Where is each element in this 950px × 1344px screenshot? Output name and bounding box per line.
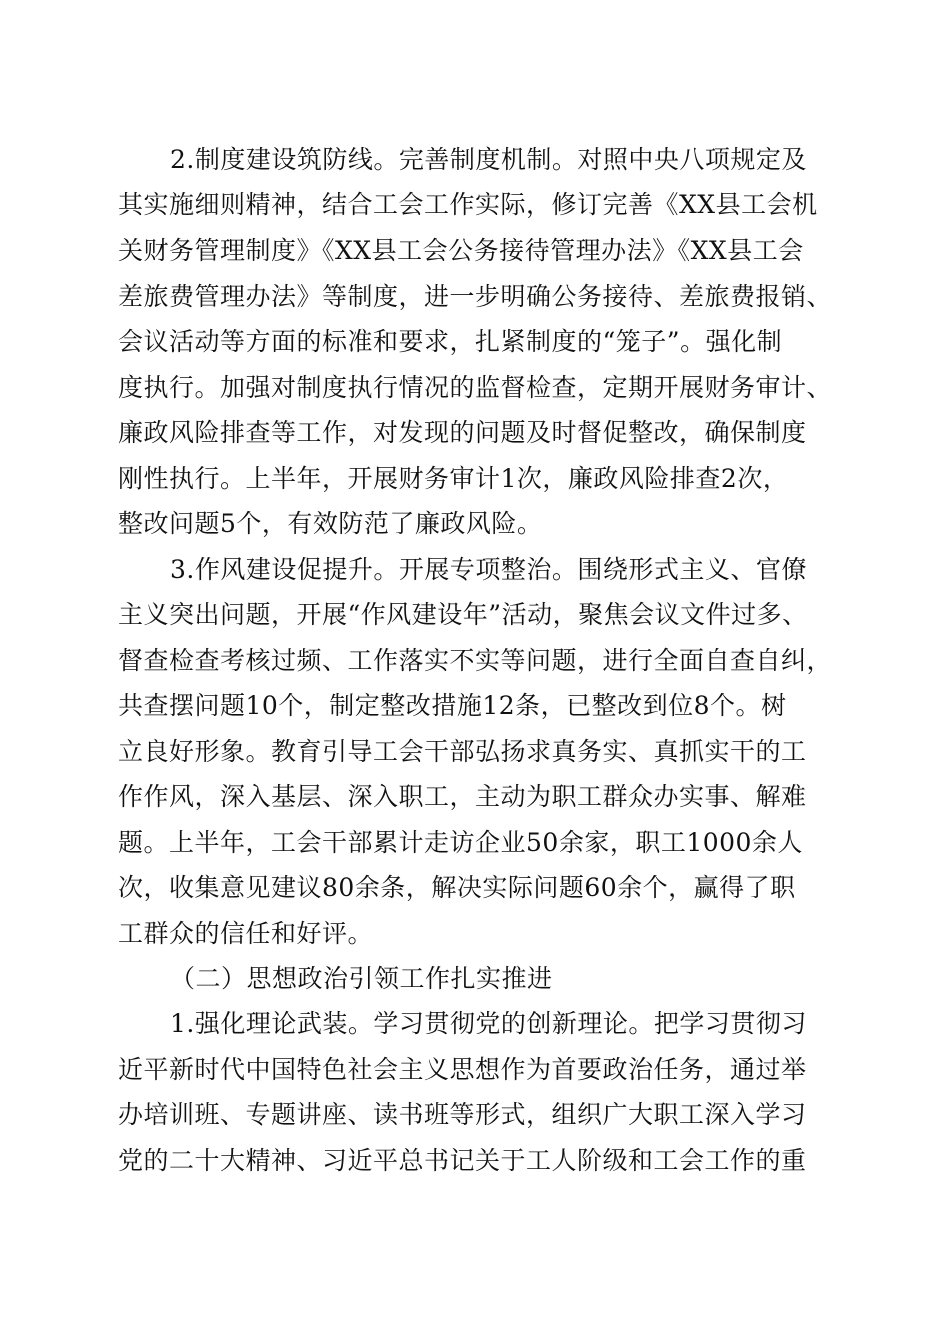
paragraph-line: 作作风，深入基层、深入职工，主动为职工群众办实事、解难 [118,782,807,811]
paragraph-line: 党的二十大精神、习近平总书记关于工人阶级和工会工作的重 [118,1146,807,1175]
paragraph-line: 整改问题5个，有效防范了廉政风险。 [118,509,543,538]
paragraph-line: 2.制度建设筑防线。完善制度机制。对照中央八项规定及 [170,145,807,174]
paragraph-line: 近平新时代中国特色社会主义思想作为首要政治任务，通过举 [118,1055,807,1084]
paragraph-line: 会议活动等方面的标准和要求，扎紧制度的“笼子”。强化制 [118,327,783,356]
paragraph-line: 差旅费管理办法》等制度，进一步明确公务接待、差旅费报销、 [118,282,833,311]
section-heading: （二）思想政治引领工作扎实推进 [170,964,553,993]
paragraph-line: 度执行。加强对制度执行情况的监督检查，定期开展财务审计、 [118,373,833,402]
paragraph-line: 题。上半年，工会干部累计走访企业50余家，职工1000余人 [118,828,803,857]
paragraph-line: 3.作风建设促提升。开展专项整治。围绕形式主义、官僚 [170,555,807,584]
paragraph-line: 次，收集意见建议80余条，解决实际问题60余个，赢得了职 [118,873,796,902]
paragraph-line: 工群众的信任和好评。 [118,919,374,948]
paragraph-line: 其实施细则精神，结合工会工作实际，修订完善《XX县工会机 [118,190,818,219]
paragraph-line: 办培训班、专题讲座、读书班等形式，组织广大职工深入学习 [118,1100,807,1129]
paragraph-line: 主义突出问题，开展“作风建设年”活动，聚焦会议文件过多、 [118,600,808,629]
paragraph-line: 廉政风险排查等工作，对发现的问题及时督促整改，确保制度 [118,418,807,447]
paragraph-line: 立良好形象。教育引导工会干部弘扬求真务实、真抓实干的工 [118,737,807,766]
paragraph-line: 刚性执行。上半年，开展财务审计1次，廉政风险排查2次， [118,464,789,493]
paragraph-line: 督查检查考核过频、工作落实不实等问题，进行全面自查自纠， [118,646,833,675]
paragraph-line: 1.强化理论武装。学习贯彻党的创新理论。把学习贯彻习 [170,1009,807,1038]
paragraph-line: 关财务管理制度》《XX县工会公务接待管理办法》《XX县工会 [118,236,804,265]
paragraph-line: 共查摆问题10个，制定整改措施12条，已整改到位8个。树 [118,691,787,720]
